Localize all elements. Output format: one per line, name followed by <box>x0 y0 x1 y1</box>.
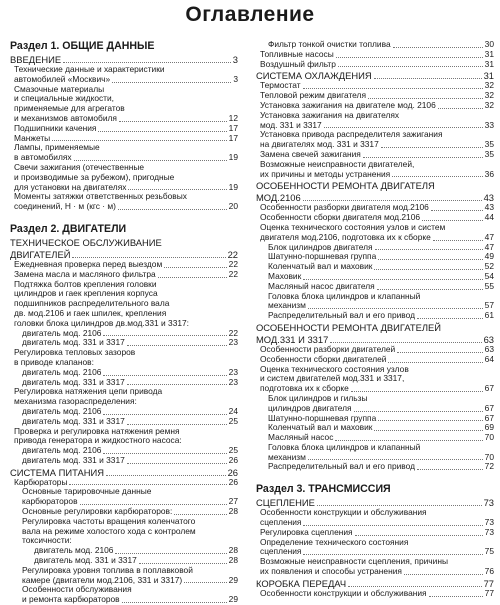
toc-column-right <box>256 40 494 599</box>
page-title: Оглавление <box>185 3 315 26</box>
entry-text: Оценка технического состояния узлов <box>260 363 409 374</box>
page-number: 23 <box>228 376 238 387</box>
entry-text: Масляный насос <box>268 432 334 443</box>
entry-text: СИСТЕМА ПИТАНИЯ <box>10 466 105 478</box>
entry-text: Оценка технического состояния узлов и систем <box>260 221 446 232</box>
dot-leader <box>303 279 482 280</box>
entry-text: цилиндров и гаек крепления корпуса <box>14 288 158 299</box>
toc-entry <box>256 462 494 472</box>
entry-text: Карбюраторы <box>14 476 68 487</box>
entry-text: механизма газораспределения: <box>14 396 137 407</box>
dot-leader <box>52 140 226 141</box>
page-number: 22 <box>227 248 238 260</box>
dot-leader <box>363 157 483 158</box>
entry-text: Воздушный фильтр <box>260 58 336 69</box>
entry-text: Блок цилиндров двигателя <box>268 241 373 252</box>
dot-leader <box>128 189 226 190</box>
entry-text: Подтяжка болтов крепления головки <box>14 278 157 289</box>
page-number: 70 <box>484 432 494 443</box>
dot-leader <box>122 602 227 603</box>
entry-text: Масляный насос двигателя <box>268 280 375 291</box>
entry-text: токсичности: <box>22 535 72 546</box>
page-number: 76 <box>484 566 494 577</box>
page-number: 43 <box>484 202 494 213</box>
entry-text: цилиндров двигателя <box>268 402 352 413</box>
entry-text: на двигателях мод. 331 и 3317 <box>260 139 379 150</box>
page-number: 77 <box>483 577 494 589</box>
dot-leader <box>336 57 483 58</box>
page-number: 26 <box>228 476 238 487</box>
page-number: 36 <box>484 168 494 179</box>
page-number: 22 <box>228 258 238 269</box>
page-number: 67 <box>484 412 494 423</box>
entry-text: МОД.2106 <box>256 192 301 204</box>
page-number: 31 <box>484 58 494 69</box>
page-number: 12 <box>228 112 238 123</box>
dot-leader <box>63 62 231 63</box>
entry-text: Манжеты <box>14 132 51 143</box>
entry-text: ТЕХНИЧЕСКОЕ ОБСЛУЖИВАНИЕ <box>10 236 162 248</box>
page-number: 29 <box>228 574 238 585</box>
entry-text: Регулировка натяжения цепи привода <box>14 386 163 397</box>
toc-entry <box>256 567 494 577</box>
entry-text: двигатель мод. 2106 <box>22 445 102 456</box>
entry-text: Ежедневная проверка перед выездом <box>14 258 163 269</box>
page-number: 3 <box>233 73 238 84</box>
page-number: 23 <box>228 366 238 377</box>
dot-leader <box>308 308 483 309</box>
toc-column-left <box>10 40 238 605</box>
dot-leader <box>431 210 483 211</box>
page-number: 69 <box>484 422 494 433</box>
page-number: 26 <box>227 466 238 478</box>
entry-text: сцепления <box>260 546 302 557</box>
page-number: 47 <box>484 241 494 252</box>
dot-leader <box>103 375 226 376</box>
dot-leader <box>378 259 482 260</box>
chapter-entry <box>10 237 238 248</box>
entry-text: МОД.331 И 3317 <box>256 333 329 345</box>
entry-text: Возможные неисправности сцепления, причины <box>260 556 448 567</box>
entry-text: Особенности конструкции и обслуживания <box>260 507 427 518</box>
dot-leader <box>308 459 483 460</box>
toc-entry <box>256 60 494 70</box>
dot-leader <box>118 209 227 210</box>
entry-text: Коленчатый вал и маховик <box>268 261 373 272</box>
entry-text: Основные регулировки карбюраторов: <box>22 506 173 517</box>
entry-text: Раздел 1. ОБЩИЕ ДАННЫЕ <box>10 40 155 52</box>
entry-text: Определение технического состояния <box>260 536 409 547</box>
dot-leader <box>381 147 483 148</box>
entry-text: головки блока цилиндров дв.мод.331 и 3317: <box>14 317 190 328</box>
page-number: 43 <box>483 192 494 204</box>
dot-leader <box>127 345 227 346</box>
dot-leader <box>127 384 227 385</box>
toc-entry <box>10 456 238 466</box>
entry-text: подшипников распределительного вала <box>14 298 170 309</box>
dot-leader <box>69 484 226 485</box>
entry-text: Замена масла и масляного фильтра <box>14 268 156 279</box>
toc-entry <box>10 595 238 605</box>
page-number: 29 <box>228 594 238 605</box>
page-number: 31 <box>483 70 494 82</box>
entry-text: механизм <box>268 451 306 462</box>
page-number: 24 <box>228 405 238 416</box>
toc-entry <box>256 170 494 180</box>
page-number: 73 <box>483 497 494 509</box>
entry-text: Термостат <box>260 80 301 91</box>
entry-text: Маховик <box>268 270 302 281</box>
entry-text: применяемые для агрегатов <box>14 103 125 114</box>
chapter-entry <box>256 322 494 333</box>
page-number: 52 <box>484 261 494 272</box>
entry-text: их причины и методы устранения <box>260 168 391 179</box>
entry-text: двигатель мод. 331 и 3317 <box>22 454 125 465</box>
page-number: 19 <box>228 181 238 192</box>
dot-leader <box>139 563 227 564</box>
entry-text: для установки на двигателях <box>14 181 127 192</box>
entry-text: Раздел 3. ТРАНСМИССИЯ <box>256 483 391 496</box>
dot-leader <box>98 131 226 132</box>
page-number: 28 <box>228 506 238 517</box>
page-number: 72 <box>484 461 494 472</box>
page-number: 28 <box>228 545 238 556</box>
entry-text: Свечи зажигания (отечественные <box>14 161 144 172</box>
section-heading <box>10 223 238 236</box>
entry-text: Головка блока цилиндров и клапанный <box>268 441 421 452</box>
page-number: 22 <box>228 327 238 338</box>
page-number: 32 <box>484 80 494 91</box>
entry-text: дв. мод.2106 и гаек шпилек, крепления <box>14 307 167 318</box>
page-number: 77 <box>484 587 494 598</box>
dot-leader <box>119 121 227 122</box>
dot-leader <box>103 335 226 336</box>
dot-leader <box>348 586 481 587</box>
entry-text: вала на режиме холостого хода с контролем <box>22 525 196 536</box>
dot-leader <box>392 176 482 177</box>
page-number: 47 <box>484 231 494 242</box>
entry-text: Установка зажигания на двигателе мод. 2106 <box>260 99 436 110</box>
entry-text: подготовка их к сборке <box>260 383 349 394</box>
dot-leader <box>127 463 227 464</box>
dot-leader <box>303 88 483 89</box>
page-number: 67 <box>484 383 494 394</box>
entry-text: соединений, Н · м (кгс · м) <box>14 201 116 212</box>
dot-leader <box>422 220 483 221</box>
entry-text: Регулировка сцепления <box>260 526 353 537</box>
page-number: 44 <box>484 212 494 223</box>
page-number: 30 <box>484 39 494 49</box>
entry-text: Особенности конструкции и обслуживания <box>260 587 427 598</box>
dot-leader <box>74 160 227 161</box>
dot-leader <box>368 98 483 99</box>
entry-text: привода генератора и жидкостного насоса: <box>14 435 182 446</box>
entry-text: Блок цилиндров и гильзы <box>268 392 368 403</box>
entry-text: Коленчатый вал и маховик <box>268 422 373 433</box>
page-number: 23 <box>228 337 238 348</box>
entry-text: Смазочные материалы <box>14 83 105 94</box>
dot-leader <box>103 414 226 415</box>
dot-leader <box>317 505 482 506</box>
entry-text: и ремонта карбюраторов <box>22 594 120 605</box>
entry-text: автомобилей «Москвич» <box>14 73 111 84</box>
page-number: 32 <box>484 99 494 110</box>
entry-text: Шатунно-поршневая группа <box>268 412 377 423</box>
dot-leader <box>72 257 225 258</box>
entry-text: механизм <box>268 300 306 311</box>
dot-leader <box>335 440 482 441</box>
entry-text: Установка зажигания на двигателях <box>260 109 400 120</box>
entry-text: двигатель мод. 2106 <box>34 545 114 556</box>
entry-text: двигатель мод. 331 и 3317 <box>34 555 137 566</box>
page-number: 73 <box>484 517 494 528</box>
entry-text: ДВИГАТЕЛЕЙ <box>10 248 71 260</box>
entry-text: Технические данные и характеристики <box>14 64 165 74</box>
entry-text: СИСТЕМА ОХЛАЖДЕНИЯ <box>256 70 372 82</box>
entry-text: КОРОБКА ПЕРЕДАЧ <box>256 577 347 589</box>
entry-text: Распределительный вал и его привод <box>268 461 416 472</box>
page-number: 63 <box>484 343 494 354</box>
entry-text: и систем двигателей мод.331 и 3317, <box>260 373 405 384</box>
entry-text: двигатель мод. 2106 <box>22 405 102 416</box>
entry-text: Особенности разборки двигателей <box>260 343 396 354</box>
dot-leader <box>354 411 483 412</box>
entry-text: карбюраторов <box>22 496 78 507</box>
dot-leader <box>174 514 226 515</box>
entry-text: двигатель мод. 331 и 3317 <box>22 337 125 348</box>
dot-leader <box>103 453 226 454</box>
page-number: 26 <box>228 454 238 465</box>
toc-entry <box>256 311 494 321</box>
entry-text: Основные тарировочные данные <box>22 486 152 497</box>
entry-text: Тепловой режим двигателя <box>260 90 366 101</box>
dot-leader <box>417 469 483 470</box>
page-number: 57 <box>484 300 494 311</box>
page-number: 3 <box>232 54 238 65</box>
entry-text: Проверка и регулировка натяжения ремня <box>14 425 180 436</box>
entry-text: и производимые за рубежом), пригодные <box>14 171 175 182</box>
dot-leader <box>164 267 226 268</box>
page-number: 35 <box>484 139 494 150</box>
dot-leader <box>397 352 482 353</box>
dot-leader <box>127 424 227 425</box>
entry-text: в приводе клапанов: <box>14 356 94 367</box>
entry-text: двигатель мод. 2106 <box>22 327 102 338</box>
dot-leader <box>303 554 482 555</box>
dot-leader <box>438 108 483 109</box>
dot-leader <box>374 269 482 270</box>
page-number: 49 <box>484 251 494 262</box>
dot-leader <box>375 249 483 250</box>
dot-leader <box>80 504 227 505</box>
dot-leader <box>112 82 231 83</box>
dot-leader <box>374 430 482 431</box>
dot-leader <box>330 342 481 343</box>
dot-leader <box>338 66 483 67</box>
dot-leader <box>433 240 483 241</box>
page-number: 19 <box>228 152 238 163</box>
entry-text: Установка привода распределителя зажигания <box>260 129 443 140</box>
dot-leader <box>404 574 483 575</box>
toc-entry <box>10 202 238 212</box>
entry-text: мод. 331 и 3317 <box>260 119 322 130</box>
section-heading <box>10 40 238 53</box>
entry-text: двигатель мод. 2106 <box>22 366 102 377</box>
page-number: 61 <box>484 310 494 321</box>
page-number: 25 <box>228 445 238 456</box>
dot-leader <box>158 277 227 278</box>
entry-text: их появления и способы устранения <box>260 566 402 577</box>
page-number: 17 <box>228 122 238 133</box>
entry-text: в автомобилях <box>14 152 72 163</box>
page-number: 28 <box>228 555 238 566</box>
page-number: 31 <box>484 48 494 59</box>
spacer <box>256 472 494 478</box>
entry-text: Лампы, применяемые <box>14 142 100 153</box>
entry-text: СЦЕПЛЕНИЕ <box>256 497 315 509</box>
entry-text: Особенности сборки двигателей <box>260 353 387 364</box>
entry-text: и специальные жидкости, <box>14 93 115 104</box>
entry-text: сцепления <box>260 517 302 528</box>
entry-text: камере (двигатели мод.2106, 331 и 3317) <box>22 574 183 585</box>
entry-text: Топливные насосы <box>260 48 334 59</box>
entry-text: Регулировка уровня топлива в поплавковой <box>22 564 193 575</box>
page-number: 33 <box>484 119 494 130</box>
entry-text: Возможные неисправности двигателей, <box>260 158 415 169</box>
entry-text: Шатунно-поршневая группа <box>268 251 377 262</box>
chapter-entry <box>256 180 494 191</box>
dot-leader <box>393 47 483 48</box>
entry-text: Головка блока цилиндров и клапанный <box>268 290 421 301</box>
page-number: 73 <box>484 526 494 537</box>
page-number: 55 <box>484 280 494 291</box>
dot-leader <box>429 596 483 597</box>
section-heading <box>256 483 494 496</box>
dot-leader <box>303 200 482 201</box>
entry-text: Моменты затяжки ответственных резьбовых <box>14 191 187 202</box>
dot-leader <box>374 78 482 79</box>
entry-text: Регулировка тепловых зазоров <box>14 347 136 358</box>
dot-leader <box>106 475 226 476</box>
entry-text: и механизмов автомобиля <box>14 112 117 123</box>
dot-leader <box>417 318 483 319</box>
dot-leader <box>378 420 482 421</box>
entry-text: Регулировка частоты вращения коленчатого <box>22 515 196 526</box>
page-number: 67 <box>484 402 494 413</box>
page-number: 27 <box>228 496 238 507</box>
entry-text: ВВЕДЕНИЕ <box>10 54 62 65</box>
page-number: 70 <box>484 451 494 462</box>
entry-text: Замена свечей зажигания <box>260 148 361 159</box>
dot-leader <box>324 127 483 128</box>
page-number: 25 <box>228 415 238 426</box>
dot-leader <box>355 535 483 536</box>
page-number: 32 <box>484 90 494 101</box>
entry-text: Особенности разборки двигателя мод.2106 <box>260 202 429 213</box>
entry-text: ОСОБЕННОСТИ РЕМОНТА ДВИГАТЕЛЕЙ <box>256 321 441 333</box>
dot-leader <box>115 553 226 554</box>
dot-leader <box>303 525 482 526</box>
entry-text: ОСОБЕННОСТИ РЕМОНТА ДВИГАТЕЛЯ <box>256 180 435 192</box>
page-number: 17 <box>228 132 238 143</box>
dot-leader <box>351 391 483 392</box>
entry-text: Подшипники качения <box>14 122 97 133</box>
spacer <box>10 212 238 218</box>
page-number: 64 <box>484 353 494 364</box>
page-number: 54 <box>484 270 494 281</box>
entry-text: двигателя мод.2106, подготовка их к сборке <box>260 231 431 242</box>
page-number: 35 <box>484 148 494 159</box>
page-number: 22 <box>228 268 238 279</box>
dot-leader <box>184 582 226 583</box>
entry-text: Распределительный вал и его привод <box>268 310 416 321</box>
entry-text: Фильтр тонкой очистки топлива <box>268 39 391 49</box>
page-number: 63 <box>483 333 494 345</box>
page-number: 20 <box>228 201 238 212</box>
entry-text: двигатель мод. 331 и 3317 <box>22 415 125 426</box>
entry-text: Особенности обслуживания <box>22 584 132 595</box>
entry-text: Особенности сборки двигателя мод.2106 <box>260 212 421 223</box>
page-number: 75 <box>484 546 494 557</box>
dot-leader <box>388 362 482 363</box>
dot-leader <box>377 289 483 290</box>
entry-text: Раздел 2. ДВИГАТЕЛИ <box>10 222 127 235</box>
entry-text: двигатель мод. 331 и 3317 <box>22 376 125 387</box>
